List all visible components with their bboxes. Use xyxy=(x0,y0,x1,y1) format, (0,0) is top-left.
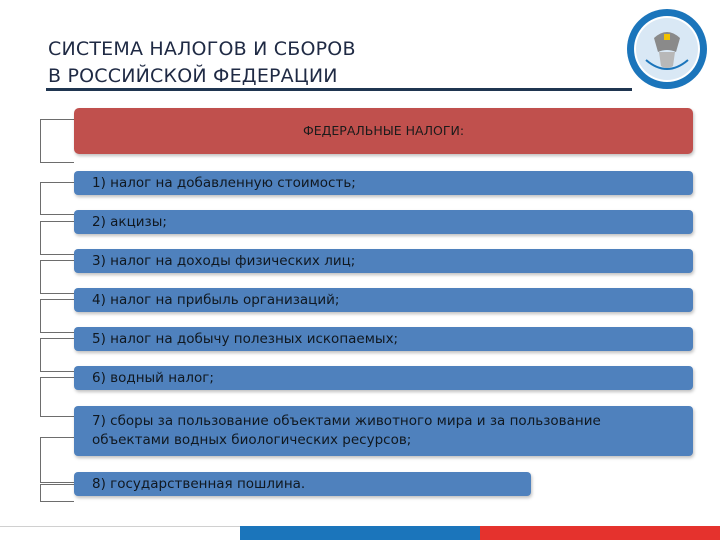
connector-5 xyxy=(40,299,74,333)
tax-item-7: 7) сборы за пользование объектами животного мира и за пользование объектами водных биологических ресурсов; xyxy=(74,406,693,456)
page-title xyxy=(48,36,356,90)
footer-stripe-white xyxy=(0,526,240,540)
tax-item-1: 1) налог на добавленную стоимость; xyxy=(74,171,693,195)
connector-6 xyxy=(40,338,74,372)
footer-stripe-red xyxy=(480,526,720,540)
federal-taxes-header: ФЕДЕРАЛЬНЫЕ НАЛОГИ: xyxy=(74,108,693,154)
connector-4 xyxy=(40,260,74,294)
tax-item-4: 4) налог на прибыль организаций; xyxy=(74,288,693,312)
tax-item-5: 5) налог на добычу полезных ископаемых; xyxy=(74,327,693,351)
connector-8 xyxy=(40,437,74,483)
footer-stripes xyxy=(0,526,720,540)
tax-item-6: 6) водный налог; xyxy=(74,366,693,390)
title-underline xyxy=(46,88,632,91)
connector-2 xyxy=(40,182,74,215)
title-line-1: СИСТЕМА НАЛОГОВ И СБОРОВ xyxy=(48,38,356,60)
connector-7 xyxy=(40,377,74,417)
tax-item-8: 8) государственная пошлина. xyxy=(74,472,531,496)
footer-stripe-blue xyxy=(240,526,480,540)
connector-1 xyxy=(40,119,74,163)
title-line-2: В РОССИЙСКОЙ ФЕДЕРАЦИИ xyxy=(48,65,338,87)
fns-emblem-icon xyxy=(626,8,708,90)
connector-9 xyxy=(40,484,74,502)
tax-item-2: 2) акцизы; xyxy=(74,210,693,234)
tax-item-3: 3) налог на доходы физических лиц; xyxy=(74,249,693,273)
connector-3 xyxy=(40,221,74,255)
